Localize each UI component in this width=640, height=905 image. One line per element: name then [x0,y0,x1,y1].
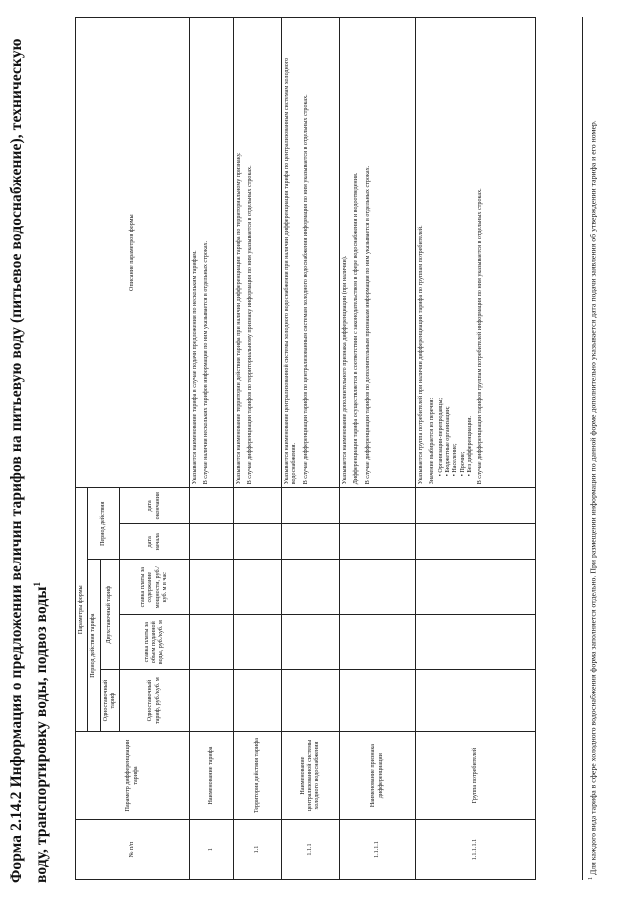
header-param: Параметр дифференциации тарифа [76,732,190,820]
list-item: • Население; [452,21,459,476]
desc-paragraph: В случае дифференциации тарифов по централизованным системам холодного водоснабжения информация по ним указывается в отдельных строках. [302,94,309,485]
form-title-text: Форма 2.14.2 Информация о предложении величин тарифов на питьевую воду (питьевое водоснабжение), техническую воду, транспортировку воды, подвоз воды [8,38,51,883]
row-param-name: Территория действия тарифа [234,732,282,820]
cell-water-rate [416,615,536,670]
cell-end-date [282,488,340,524]
desc-paragraph: В случае дифференциации тарифов по территориальному признаку информация по ним указывается в отдельных строках. [247,165,254,485]
list-item: • Организации-перепродавцы; [438,21,445,476]
header-form-params: Параметры формы [76,488,88,732]
header-one-rate: Одноставочный тариф, руб./куб. м [120,670,190,732]
footnote-mark: 1 [32,581,42,587]
table-row [416,18,536,880]
table-row [234,18,282,880]
cell-capacity-rate [282,560,340,615]
form-title [6,13,52,883]
row-num: 1.1.1 [282,820,340,880]
desc-paragraph: В случае дифференциации тарифов по дополнительным признакам информация по ним указывается в отдельных строках. [364,165,371,485]
cell-end-date [234,488,282,524]
desc-paragraph: Указывается наименование тарифа в случае подачи предложения по нескольким тарифам. [192,250,199,485]
consumer-group-list [438,21,474,476]
desc-paragraph: Указывается наименование централизованной системы холодного водоснабжения при наличии дифференциации тарифа по централизованным системам холодного водоснабжения. [284,57,298,485]
list-item: • Бюджетные организации; [445,21,452,476]
row-param-name: Наименование тарифа [190,732,234,820]
row-description [190,18,234,488]
row-description [282,18,340,488]
header-start-date: дата начала [120,524,190,560]
cell-one-rate [416,670,536,732]
cell-capacity-rate [416,560,536,615]
row-description [340,18,416,488]
cell-capacity-rate [190,560,234,615]
row-num: 1.1.1.1 [340,820,416,880]
cell-start-date [340,524,416,560]
cell-start-date [416,524,536,560]
desc-paragraph: Указывается наименование дополнительного признака дифференциации (при наличии). [342,255,349,485]
desc-paragraph: Указывается группа потребителей при наличии дифференциации тарифа по группам потребителей. [418,225,425,485]
table-row [340,18,416,880]
cell-capacity-rate [234,560,282,615]
row-num: 1.1.1.1.1 [416,820,536,880]
desc-paragraph: В случае наличия нескольких тарифов информация по ним указывается в отдельных строках. [203,240,210,485]
cell-end-date [190,488,234,524]
row-param-name: Группа потребителей [416,732,536,820]
cell-start-date [190,524,234,560]
list-item: • Без дифференциации. [467,21,474,476]
desc-list-intro: Значение выбирается из перечня: [429,397,436,485]
header-end-date: дата окончания [120,488,190,524]
cell-one-rate [340,670,416,732]
desc-paragraph: Дифференциация тарифа осуществляется в соответствии с законодательством в сфере водоснабжения и водоотведения. [353,172,360,485]
row-description [416,18,536,488]
cell-end-date [340,488,416,524]
cell-end-date [416,488,536,524]
row-num: 1.1 [234,820,282,880]
cell-start-date [282,524,340,560]
footnote-text: Для каждого вида тарифа в сфере холодного водоснабжения форма заполняется отдельно. При размещении информации по данной форме дополнительно указывается дата подачи заявления об утверждении тарифа и его номер. [588,120,598,876]
cell-water-rate [282,615,340,670]
table-row [282,18,340,880]
row-description [234,18,282,488]
header-period-tariff: Период действия тарифа [88,560,100,732]
form-table [75,17,536,880]
header-capacity-rate: ставка платы за содержание мощности, руб./куб. м в час [120,560,190,615]
row-param-name: Наименование централизованной системы холодного водоснабжения [282,732,340,820]
header-description: Описание параметров формы [76,18,190,488]
header-one-part: Одноставочный тариф [100,670,120,732]
header-num: № п/п [76,820,190,880]
list-item: • Прочие; [460,21,467,476]
cell-one-rate [234,670,282,732]
header-water-rate: ставка платы за объем поданной воды, руб./куб. м [120,615,190,670]
cell-water-rate [234,615,282,670]
footnote-number: 1 [588,877,594,880]
table-row [190,18,234,880]
cell-water-rate [340,615,416,670]
desc-paragraph: В случае дифференциации тарифов группам потребителей информация по ним указывается в отдельных строках. [477,188,484,485]
cell-one-rate [190,670,234,732]
cell-start-date [234,524,282,560]
header-two-part: Двухставочный тариф [100,560,120,670]
cell-water-rate [190,615,234,670]
cell-one-rate [282,670,340,732]
desc-paragraph: Указывается наименование территории действия тарифа при наличии дифференциации тарифа по территориальному признаку. [236,152,243,485]
row-param-name: Наименование признака дифференциации [340,732,416,820]
header-period-action: Период действия [88,488,120,560]
cell-capacity-rate [340,560,416,615]
footnote [582,17,599,880]
row-num: 1 [190,820,234,880]
